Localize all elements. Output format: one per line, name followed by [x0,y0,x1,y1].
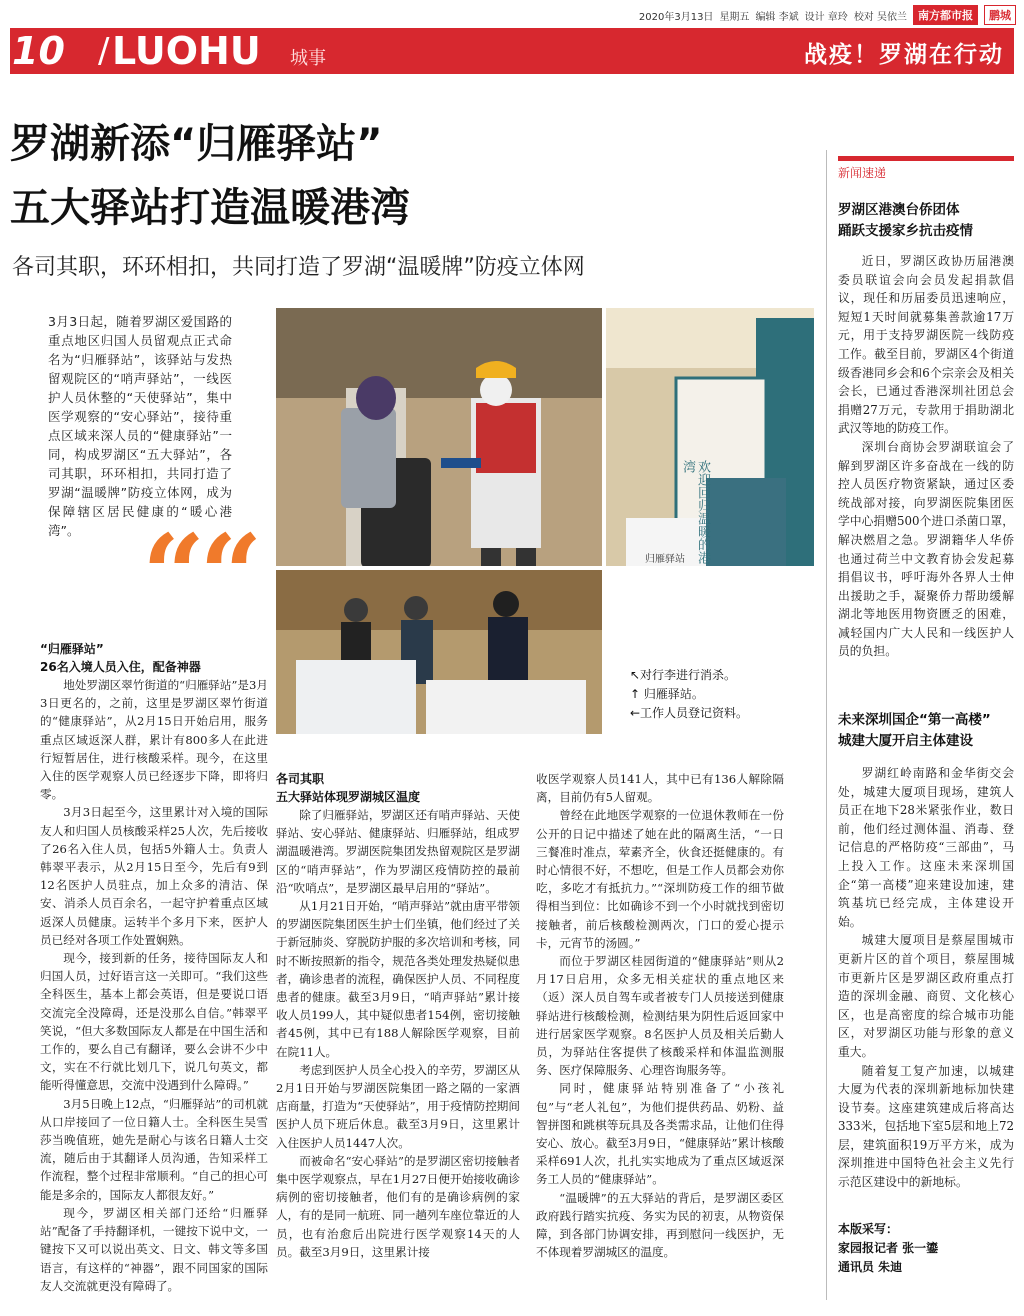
photo-caption [630,666,800,723]
sidebar-paragraph: 城建大厦项目是蔡屋围城市更新片区的首个项目，蔡屋围城市更新片区是罗湖区政府重点打造的深圳金融、商贸、文化核心区，也是高密度的综合城市功能区，对罗湖区功能与形象的意义重大。 [838,933,1014,1059]
issue-date: 2020年3月13日 [638,11,714,23]
quote-mark-icon: ““ [142,510,257,639]
slash-divider: / [98,31,110,71]
column-3-paragraph: “温暖牌”的五大驿站的背后，是罗湖区委区政府践行踏实抗疫、务实为民的初衷，从物资保障，到各部门协调安排，再到慰问一线医护，无不体现着罗湖城区的温度。 [536,1190,784,1260]
editor-credit: 编辑 李斌 [755,11,799,23]
caption-line-3: ←工作人员登记资料。 [630,706,749,720]
section-slogan: 战疫！罗湖在行动 [804,42,1004,68]
column-2-paragraph: 除了归雁驿站，罗湖区还有哨声驿站、天使驿站、安心驿站、健康驿站、归雁驿站，组成罗湖温暖港湾。罗湖医院集团发热留观院区是罗湖区的“哨声驿站”，作为罗湖区疫情防控的最前沿“吹哨点”，是罗湖区最早启用的“驿站”。 [276,808,520,895]
sidebar-paragraph: 深圳台商协会罗湖联谊会了解到罗湖区许多奋战在一线的防控人员医疗物资紧缺，通过区委统战部对接，向罗湖医院集团医学中心捐赠500个进口杀菌口罩，解决燃眉之急。罗湖籍华人华侨也通过荷兰中文教育协会发起募捐倡议书，呼吁海外各界人士伸出援助之手，凝聚侨力帮助缓解湖北等地医用物资匮乏的困难，减轻国内广大人民和一线医护人员的负担。 [838,439,1014,659]
proof-credit: 校对 吴依兰 [853,11,907,23]
subsection-name: 城事 [290,48,326,69]
sidebar-headline-2: 未来深圳国企“第一高楼” 城建大厦开启主体建设 [838,712,991,749]
column-2-subhead: 五大驿站体现罗湖城区温度 [276,790,421,804]
column-3-paragraph: 曾经在此地医学观察的一位退休教师在一份公开的日记中描述了她在此的隔离生活，“一日三餐准时准点，荤素齐全，伙食还挺健康的。有时心情很不好，不想吃，但是工作人员都会劝你吃，多吃才有抵抗力。”“深圳防疫工作的细节做得相当到位：比如确诊不到一个小时就找到密切接触者，前后核酸检测两次，门口的爱心提示卡，元宵节的汤圆。” [536,808,784,950]
sidebar-paragraph: 近日，罗湖区政协历届港澳委员联谊会向会员发起捐款倡议，现任和历届委员迅速响应，短短1天时间就募集善款逾17万元，用于支持罗湖医院一线防疫工作。截至目前，罗湖区4个街道级香港同乡会和6个宗亲会及相关会长，已通过香港深圳社团总会捐赠27万元，专款用于捐助湖北武汉等地的防疫工作。 [838,254,1014,436]
column-3-paragraph: 收医学观察人员141人，其中已有136人解除隔离，目前仍有5人留观。 [536,772,784,805]
sidebar-paragraph: 随着复工复产加速，以城建大厦为代表的深圳新地标加快建设节奏。这座建筑建成后将高达333米，包括地下室5层和地上72层，建筑面积19万平方米，成为深圳推进中国特色社会主义先行示范区建设中的新地标。 [838,1063,1014,1190]
column-1-paragraph: 3月5日晚上12点，“归雁驿站”的司机就从口岸接回了一位日籍人士。全科医生吴雪莎当晚值班，她先是耐心与该名日籍人士交流，随后由于其翻译人员沟通，告知采样工作流程，整个过程非常顺利。“自己的担心可能是多余的，国际友人都很友好。” [40,1096,268,1202]
column-1-paragraph: 地处罗湖区翠竹街道的“归雁驿站”是3月3日更名的，之前，这里是罗湖区翠竹街道的“健康驿站”，从2月15日开始启用，服务重点区域返深人群，累计有800多人在此进行短暂居住，进行核酸采样。现今，在这里入住的医学观察人员已经逐步下降，即将归零。 [40,678,268,802]
column-3-paragraph: 同时，健康驿站特别准备了“小孩礼包”与“老人礼包”，为他们提供药品、奶粉、益智拼图和跳棋等玩具及各类需求品，让他们住得安心、放心。截至3月9日，“健康驿站”累计核酸采样691人次，扎扎实实地成为了重点区域返深务工人员的“健康驿站”。 [536,1081,784,1187]
column-1-tag: “归雁驿站” [40,642,104,656]
issue-meta [456,4,1016,26]
sidebar-headline-1: 罗湖区港澳台侨团体 踊跃支援家乡抗击疫情 [838,202,973,239]
article-column-2 [276,770,520,1261]
article-column-3 [536,770,784,1261]
page-number: 10 [12,29,65,73]
column-1-paragraph: 现今，接到新的任务，接待国际友人和归国人员，过好语言这一关即可。“我们这些全科医生，基本上都会英语，但是要说口语交流完全没障碍，还是没那么自信。”韩翠平笑说，“但大多数国际友人都是在中国生活和工作的，要么自己有翻译，要么会讲不少中文，实在不行就比划几下，说几句英文，都能听得懂意思，交流中没遇到什么障碍。” [40,951,268,1093]
column-2-paragraph: 而被命名“安心驿站”的是罗湖区密切接触者集中医学观察点，早在1月27日便开始接收确诊病例的密切接触者，他们有的是确诊病例的家人，有的是同一航班、同一趟列车座位靠近的人员，也有治愈后出院进行医学观察14天的人员。截至3月9日，这里累计接 [276,1153,520,1259]
column-3-paragraph: 而位于罗湖区桂园街道的“健康驿站”则从2月17日启用，众多无相关症状的重点地区来（返）深人员自驾车或者被专门人员接送到健康驿站进行核酸检测，检测结果为阴性后返回家中进行居家医学观察。8名医护人员及相关后勤人员，为驿站住客提供了核酸采样和体温监测服务、医疗保障服务、心理咨询服务等。 [536,954,784,1078]
station-board-text: 归雁驿站 [635,550,695,566]
sidebar-tag: 新闻速递 [838,166,887,180]
column-1-subhead: 26名入境人员入住，配备神器 [40,660,201,674]
column-2-paragraph: 考虑到医护人员全心投入的辛劳，罗湖区从2月1日开始与罗湖医院集团一路之隔的一家酒店商量，打造为“天使驿站”，用于疫情防控期间医护人员下班后休息。截至3月9日，这里累计入住医护人员1447人次。 [276,1062,520,1150]
welcome-sign-text: 欢迎回归温暖的港湾 [680,460,710,564]
section-name: LUOHU [112,29,261,73]
column-1-paragraph: 3月3日起至今，这里累计对入境的国际友人和归国人员核酸采样25人次，先后接收了26名入住人员，包括5外籍人士。负责人韩翠平表示，从2月15日至今，先后有9到12名医护人员驻点，加上众多的清洁、保安、消杀人员百余名，一起守护着重点区域返深人员健康。运转半个多月下来，医护人员已经对各项工作处置娴熟。 [40,805,268,947]
masthead-logo: 南方都市报 [913,5,978,25]
article-column-1 [40,640,268,1295]
subheadline: 各司其职，环环相扣，共同打造了罗湖“温暖牌”防疫立体网 [12,255,585,280]
sidebar-divider [826,150,827,1300]
photo-staff-registration [276,570,602,734]
photo-luggage-disinfection [276,308,602,566]
lead-paragraph: 3月3日起，随着罗湖区爱国路的重点地区归国人员留观点正式命名为“归雁驿站”，该驿站与发热留观院区的“哨声驿站”，一线医护人员休整的“天使驿站”，集中医学观察的“安心驿站”，接待重点区域来深人员的“健康驿站”一同，构成罗湖区“五大驿站”，各司其职，环环相扣，共同打造了罗湖“温暖牌”防疫立体网，成为保障辖区居民健康的“暖心港湾”。 [48,314,232,538]
column-2-tag: 各司其职 [276,772,325,786]
masthead-logo-2: 鹏城 [984,5,1016,25]
sidebar-paragraph: 罗湖红岭南路和金华街交会处，城建大厦项目现场，建筑人员正在地下28米紧张作业，数日前，他们经过测体温、消毒、登记信息的严格防疫“三部曲”，马上投入工作。这座未来深圳国企“第一高楼”迎来建设加速，建筑基坑已经完成，主体建设开始。 [838,766,1014,929]
design-credit: 设计 章玲 [804,11,848,23]
sidebar-story-2 [838,764,1014,1192]
sidebar-top-rule [838,156,1014,161]
sidebar-story-1 [838,252,1014,661]
column-1-paragraph: 现今，罗湖区相关部门还给“归雁驿站”配备了手持翻译机，一键按下说中文，一键按下又可以说出英文、日文、韩文等多国语言，有这样的“神器”，跟不同国家的国际友人交流就更没有障碍了。 [40,1205,268,1293]
headline-line-2: 五大驿站打造温暖港湾 [10,185,410,231]
caption-line-1: ↖对行李进行消杀。 [630,668,737,682]
byline: 本版采写： 家园报记者 张一鎏 通讯员 朱迪 [838,1222,939,1274]
photo-welcome-sign [606,308,814,566]
caption-line-2: ↑ 归雁驿站。 [630,687,704,701]
column-2-paragraph: 从1月21日开始，“哨声驿站”就由唐平带领的罗湖医院集团医生护士们坐镇，他们经过了关于新冠肺炎、穿脱防护服的多次培训和考核，同时不断按照新的指令，规范各类处理发热疑似患者，确诊患者的流程，确保医护人员、不同程度患者的健康。截至3月9日，“哨声驿站”累计接收人员199人，其中疑似患者154例，密切接触者45例，其中已有188人解除医学观察，目前在院11人。 [276,899,520,1059]
issue-weekday: 星期五 [719,11,750,23]
headline-line-1: 罗湖新添“归雁驿站” [10,121,383,167]
